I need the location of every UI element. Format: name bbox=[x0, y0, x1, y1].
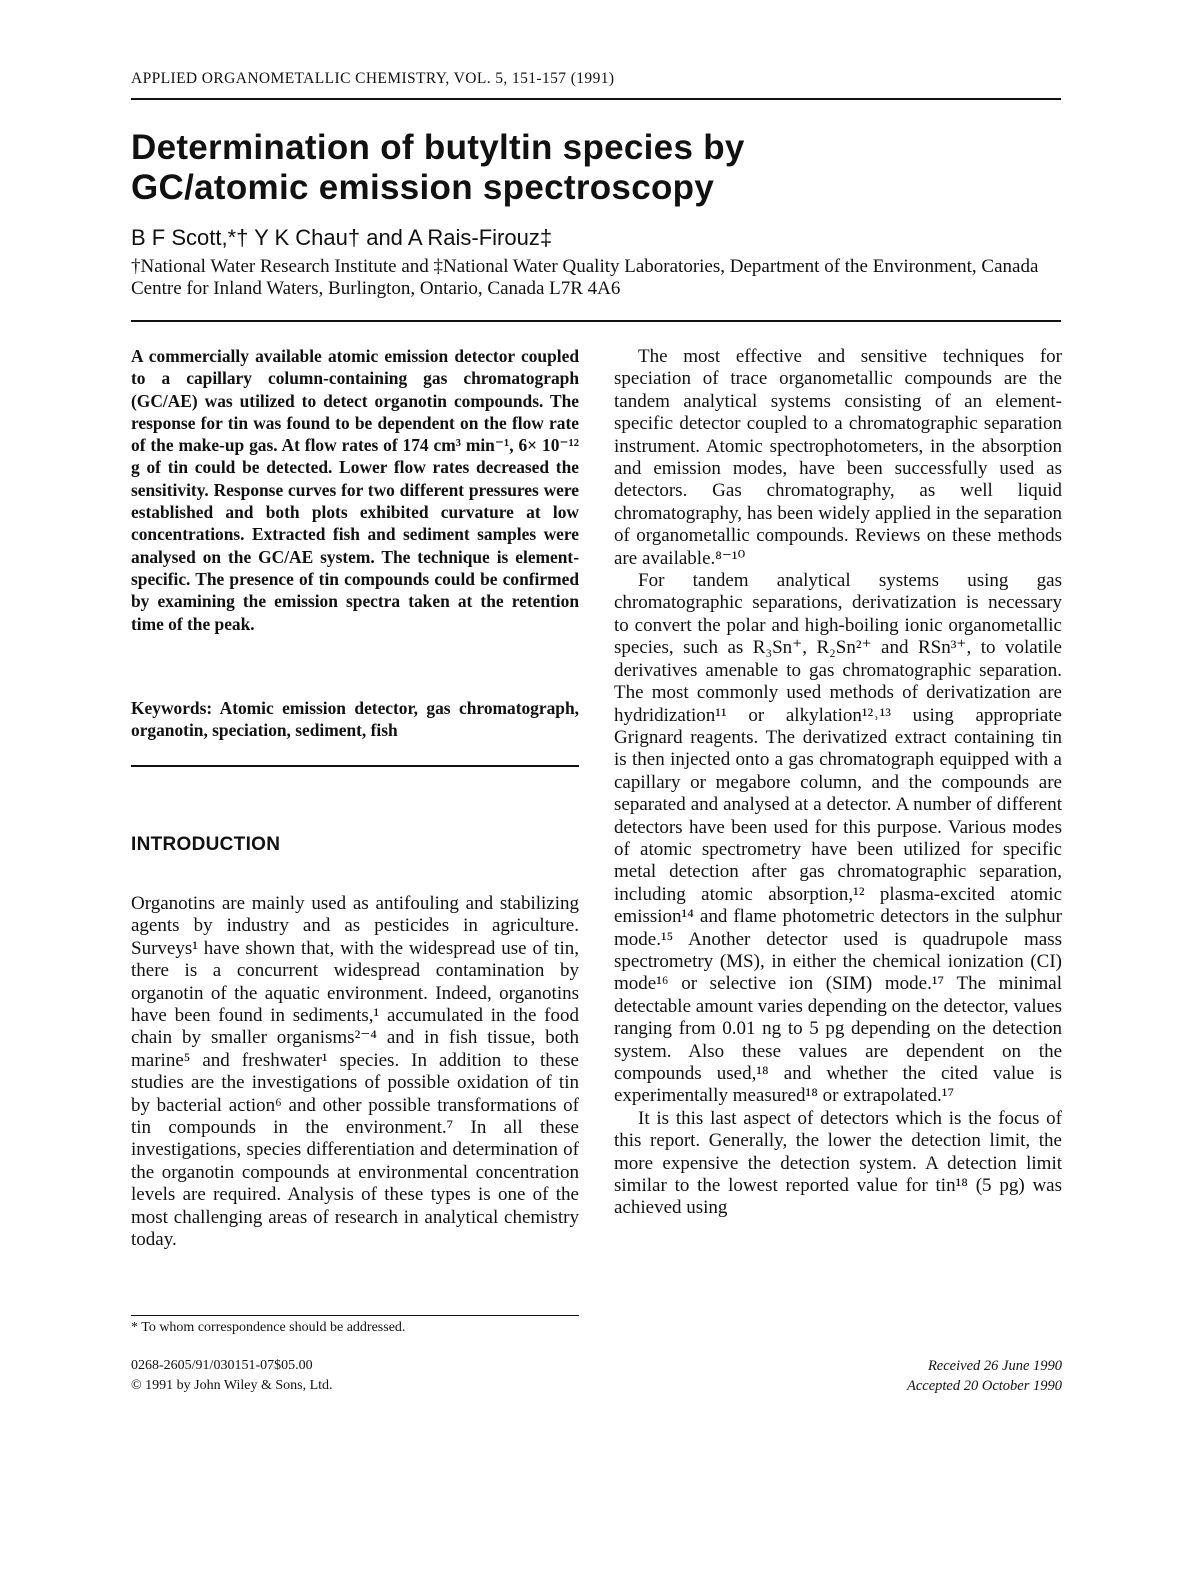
copyright-notice: © 1991 by John Wiley & Sons, Ltd. bbox=[131, 1378, 333, 1393]
keywords: Keywords: Atomic emission detector, gas chromatograph, organotin, speciation, sediment, fish bbox=[131, 698, 579, 741]
received-date: Received 26 June 1990 bbox=[927, 1358, 1062, 1374]
title-rule bbox=[131, 320, 1061, 322]
issn-code: 0268-2605/91/030151-07$05.00 bbox=[131, 1358, 313, 1373]
right-column bbox=[614, 346, 1062, 1220]
author-list: B F Scott,*† Y K Chau† and A Rais-Firouz‡ bbox=[131, 225, 553, 250]
body-paragraph: It is this last aspect of detectors which is the focus of this report. Generally, the lower the detection limit, the more expensive the detection system. A detection limit similar to the lowest reported value for tin¹⁸ (5 pg) was achieved using bbox=[614, 1107, 1062, 1219]
section-heading-introduction: INTRODUCTION bbox=[131, 834, 281, 855]
header-rule bbox=[131, 98, 1061, 100]
received-dates bbox=[700, 1356, 1062, 1396]
title-line-2: GC/atomic emission spectroscopy bbox=[131, 168, 715, 207]
correspondence-footnote: * To whom correspondence should be addressed. bbox=[131, 1320, 406, 1335]
body-paragraph: The most effective and sensitive techniques for speciation of trace organometallic compounds are the tandem analytical systems consisting of an element-specific detector coupled to a chromatographic separation instrument. Atomic spectrophotometers, in the absorption and emission modes, have been successfully used as detectors. Gas chromatography, as well liquid chromatography, has been widely applied in the separation of organometallic compounds. Reviews on these methods are available.⁸⁻¹⁰ bbox=[614, 346, 1062, 569]
accepted-date: Accepted 20 October 1990 bbox=[906, 1378, 1062, 1394]
affiliation: †National Water Research Institute and ‡National Water Quality Laboratories, Department of the Environment, Canada Centre for Inland Waters, Burlington, Ontario, Canada L7R 4A6 bbox=[131, 256, 1039, 299]
title-line-1: Determination of butyltin species by bbox=[131, 128, 745, 167]
article-code bbox=[131, 1356, 579, 1396]
abstract: A commercially available atomic emission detector coupled to a capillary column-containing gas chromatograph (GC/AE) was utilized to detect organotin compounds. The response for tin was found to be dependent on the flow rate of the make-up gas. At flow rates of 174 cm³ min⁻¹, 6× 10⁻¹² g of tin could be detected. Lower flow rates decreased the sensitivity. Response curves for two different pressures were established and both plots exhibited curvature at low concentrations. Extracted fish and sediment samples were analysed on the GC/AE system. The technique is element-specific. The presence of tin compounds could be confirmed by examining the emission spectra taken at the retention time of the peak. bbox=[131, 346, 579, 634]
paper-title bbox=[131, 128, 1061, 208]
introduction-paragraph: Organotins are mainly used as antifouling and stabilizing agents by industry and as pesticides in agriculture. Surveys¹ have shown that, with the widespread use of tin, there is a concurrent widespread contamination by organotin of the aquatic environment. Indeed, organotins have been found in sediments,¹ accumulated in the food chain by smaller organisms²⁻⁴ and in fish tissue, both marine⁵ and freshwater¹ species. In addition to these studies are the investigations of possible oxidation of tin by bacterial action⁶ and other possible transformations of tin compounds in the environment.⁷ In all these investigations, species differentiation and determination of the organotin compounds at environmental concentration levels are required. Analysis of these types is one of the most challenging areas of research in analytical chemistry today. bbox=[131, 893, 579, 1251]
journal-header: APPLIED ORGANOMETALLIC CHEMISTRY, VOL. 5, 151-157 (1991) bbox=[131, 70, 615, 87]
footnote-rule bbox=[131, 1315, 579, 1316]
abstract-rule bbox=[131, 765, 579, 767]
body-paragraph: For tandem analytical systems using gas chromatographic separations, derivatization is necessary to convert the polar and high-boiling ionic organometallic species, such as R₃Sn⁺, R₂Sn²⁺ and RSn³⁺, to volatile derivatives amenable to gas chromatographic separation. The most commonly used methods of derivatization are hydridization¹¹ or alkylation¹²˒¹³ using appropriate Grignard reagents. The derivatized extract containing tin is then injected onto a gas chromatograph equipped with a capillary or megabore column, and the compounds are separated and analysed at a detector. A number of different detectors have been used for this purpose. Various modes of atomic spectrometry have been utilized for specific metal detection after gas chromatographic separation, including atomic absorption,¹² plasma-excited atomic emission¹⁴ and flame photometric detectors in the sulphur mode.¹⁵ Another detector used is quadrupole mass spectrometry (MS), in either the chemical ionization (CI) mode¹⁶ or selective ion (SIM) mode.¹⁷ The minimal detectable amount varies depending on the detector, values ranging from 0.01 ng to 5 pg depending on the detection system. Also these values are dependent on the compounds used,¹⁸ and whether the cited value is experimentally measured¹⁸ or extrapolated.¹⁷ bbox=[614, 570, 1062, 1107]
